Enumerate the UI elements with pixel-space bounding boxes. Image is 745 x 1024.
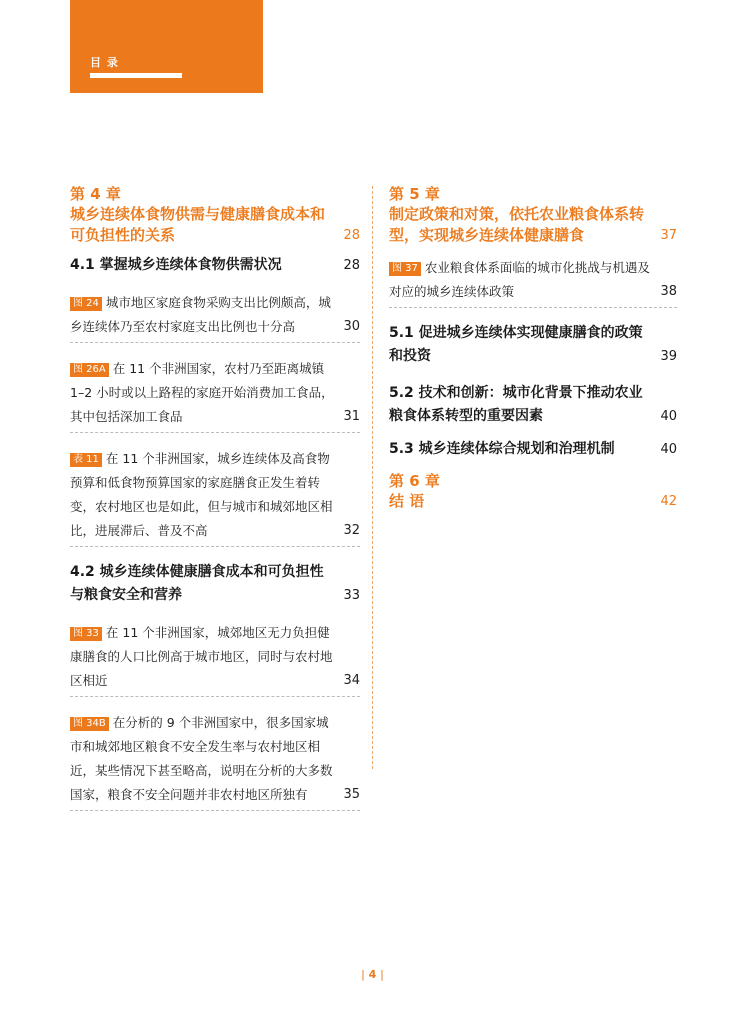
header-block bbox=[70, 0, 263, 93]
chapter-4-title: 城乡连续体食物供需与健康膳食成本和可负担性的关系 bbox=[70, 205, 326, 244]
chapter-4-page: 28 bbox=[343, 228, 360, 243]
section-5-2-page: 40 bbox=[660, 409, 677, 424]
toc-label: 目 录 bbox=[90, 56, 119, 69]
figure-tag: 图 34B bbox=[70, 717, 109, 731]
section-5-1[interactable] bbox=[389, 322, 677, 368]
section-4-2-page: 33 bbox=[343, 588, 360, 603]
entry-text: 在 11 个非洲国家，城乡连续体及高食物预算和低食物预算国家的家庭膳食正发生着转变，农村地区也是如此，但与城市和城郊地区相比，进展滞后、普及不高 bbox=[70, 451, 333, 538]
section-5-2-title: 5.2 技术和创新：城市化背景下推动农业粮食体系转型的重要因素 bbox=[389, 385, 643, 424]
entry-text: 在 11 个非洲国家，城郊地区无力负担健康膳食的人口比例高于城市地区，同时与农村地区相近 bbox=[70, 625, 333, 688]
header-underline bbox=[90, 73, 182, 78]
section-5-1-page: 39 bbox=[660, 349, 677, 364]
entry-text: 城市地区家庭食物采购支出比例颇高，城乡连续体乃至农村家庭支出比例也十分高 bbox=[70, 295, 331, 334]
section-4-1-page: 28 bbox=[343, 258, 360, 273]
entry-text: 在 11 个非洲国家，农村乃至距离城镇 1–2 小时或以上路程的家庭开始消费加工食品，其中包括深加工食品 bbox=[70, 361, 334, 424]
chapter-5-number: 第 5 章 bbox=[389, 185, 440, 203]
page-number: | 4 | bbox=[361, 968, 384, 981]
table-tag: 表 11 bbox=[70, 453, 102, 467]
section-4-1-title: 4.1 掌握城乡连续体食物供需状况 bbox=[70, 257, 282, 273]
section-5-3-title: 5.3 城乡连续体综合规划和治理机制 bbox=[389, 441, 615, 457]
figure-entry[interactable] bbox=[70, 357, 360, 433]
section-5-1-title: 5.1 促进城乡连续体实现健康膳食的政策和投资 bbox=[389, 325, 643, 364]
figure-entry[interactable] bbox=[70, 711, 360, 811]
figure-entry[interactable] bbox=[70, 621, 360, 697]
table-entry[interactable] bbox=[70, 447, 360, 547]
chapter-6-title: 结 语 bbox=[389, 492, 425, 510]
column-divider bbox=[372, 186, 373, 769]
section-5-3-page: 40 bbox=[660, 442, 677, 457]
section-5-3[interactable] bbox=[389, 438, 677, 461]
figure-tag: 图 26A bbox=[70, 363, 109, 377]
entry-page: 34 bbox=[343, 673, 360, 688]
chapter-6-number: 第 6 章 bbox=[389, 472, 440, 490]
figure-tag: 图 37 bbox=[389, 262, 421, 276]
figure-tag: 图 24 bbox=[70, 297, 102, 311]
chapter-5-heading[interactable] bbox=[389, 204, 677, 246]
chapter-5-title: 制定政策和对策，依托农业粮食体系转型，实现城乡连续体健康膳食 bbox=[389, 205, 645, 244]
entry-page: 35 bbox=[343, 787, 360, 802]
section-5-2[interactable] bbox=[389, 382, 677, 428]
chapter-6-heading[interactable] bbox=[389, 491, 677, 512]
section-4-2-title: 4.2 城乡连续体健康膳食成本和可负担性与粮食安全和营养 bbox=[70, 564, 324, 603]
entry-page: 38 bbox=[660, 284, 677, 299]
entry-text: 在分析的 9 个非洲国家中，很多国家城市和城郊地区粮食不安全发生率与农村地区相近，某些情况下甚至略高，说明在分析的大多数国家，粮食不安全问题并非农村地区所独有 bbox=[70, 715, 333, 802]
entry-page: 30 bbox=[343, 319, 360, 334]
right-column bbox=[389, 184, 677, 512]
section-4-1[interactable] bbox=[70, 254, 360, 277]
chapter-4-number: 第 4 章 bbox=[70, 185, 121, 203]
page-number-value: 4 bbox=[368, 968, 377, 981]
section-4-2[interactable] bbox=[70, 561, 360, 607]
figure-entry[interactable] bbox=[70, 291, 360, 343]
chapter-4-heading[interactable] bbox=[70, 204, 360, 246]
entry-page: 31 bbox=[343, 409, 360, 424]
chapter-6-page: 42 bbox=[660, 494, 677, 509]
figure-tag: 图 33 bbox=[70, 627, 102, 641]
entry-text: 农业粮食体系面临的城市化挑战与机遇及对应的城乡连续体政策 bbox=[389, 260, 650, 299]
chapter-5-page: 37 bbox=[660, 228, 677, 243]
left-column bbox=[70, 184, 360, 811]
entry-page: 32 bbox=[343, 523, 360, 538]
figure-entry[interactable] bbox=[389, 256, 677, 308]
